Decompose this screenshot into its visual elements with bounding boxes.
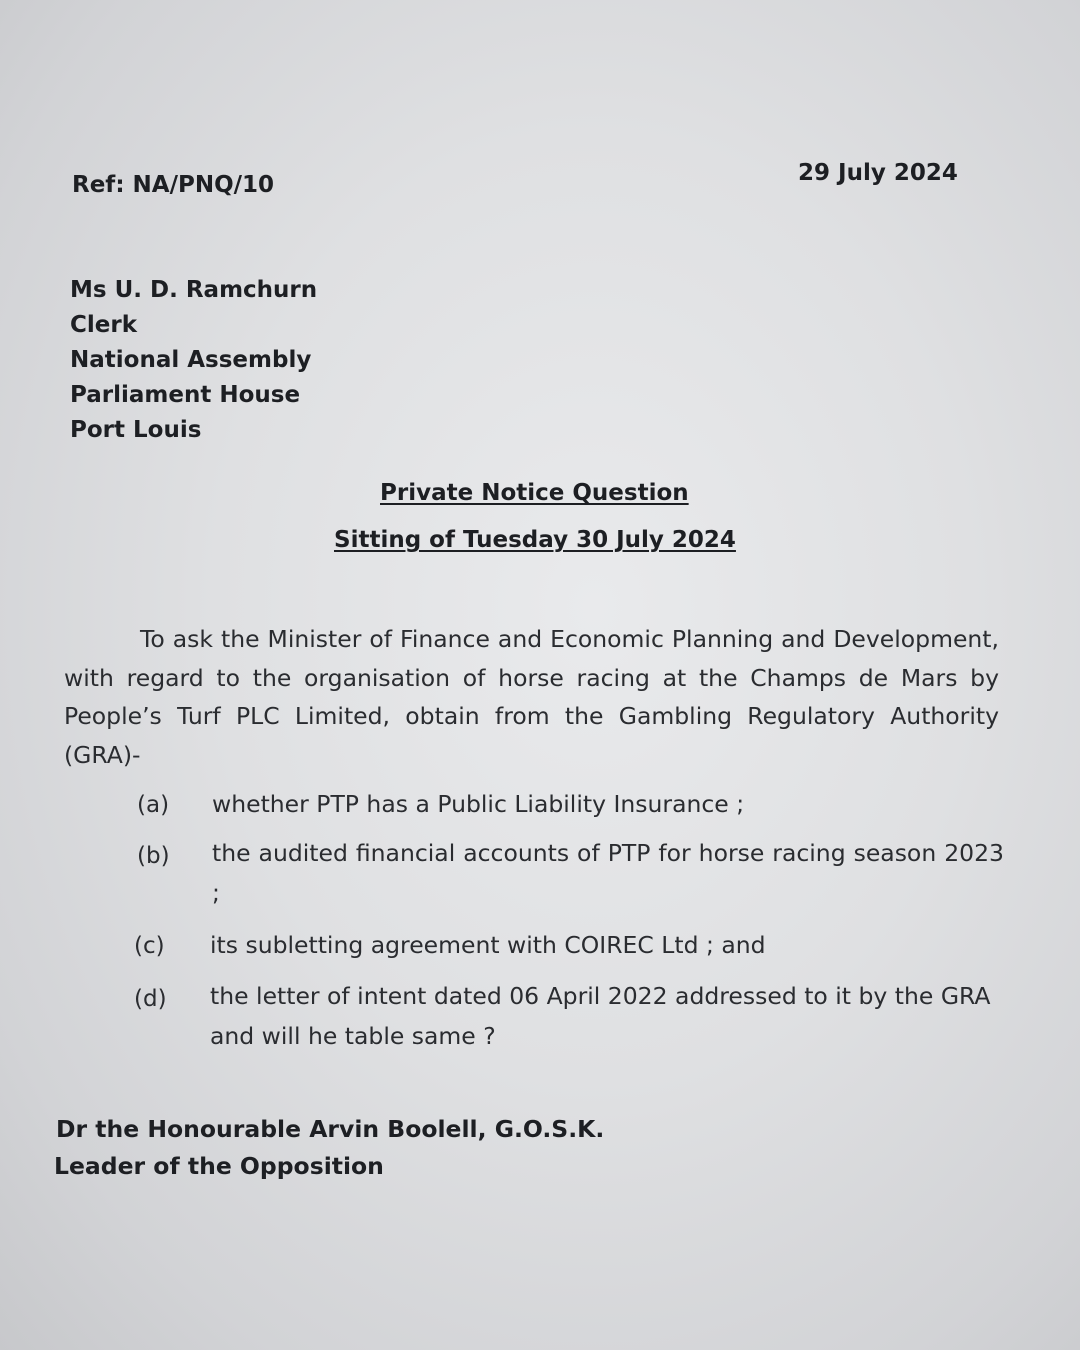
item-text-c: its subletting agreement with COIREC Ltd ; and xyxy=(210,931,766,959)
address-line: Parliament House xyxy=(70,382,301,408)
address-line: Port Louis xyxy=(70,417,202,443)
address-line: Ms U. D. Ramchurn xyxy=(70,277,318,303)
item-text-b: the audited financial accounts of PTP for horse racing season 2023 ; xyxy=(212,839,1004,907)
address-line: Clerk xyxy=(70,312,138,338)
item-label-d: (d) xyxy=(134,986,167,1012)
signatory-title: Leader of the Opposition xyxy=(54,1152,384,1180)
item-label-b: (b) xyxy=(137,843,170,869)
letter-date: 29 July 2024 xyxy=(798,160,958,186)
document-heading: Private Notice Question xyxy=(380,480,689,506)
sitting-subheading: Sitting of Tuesday 30 July 2024 xyxy=(334,527,736,553)
item-label-c: (c) xyxy=(134,933,165,959)
recipient-address xyxy=(70,275,317,450)
item-label-a: (a) xyxy=(137,792,170,818)
reference-number: Ref: NA/PNQ/10 xyxy=(72,172,275,198)
signatory-name: Dr the Honourable Arvin Boolell, G.O.S.K. xyxy=(56,1115,605,1143)
item-text-a: whether PTP has a Public Liability Insurance ; xyxy=(212,790,745,818)
question-body: To ask the Minister of Finance and Economic Planning and Development, with regard to the organisation of horse racing at the Champs de Mars by People’s Turf PLC Limited, obtain from the Gambling Regulatory Authority (GRA)- xyxy=(64,625,999,769)
address-line: National Assembly xyxy=(70,347,312,373)
item-text-d: the letter of intent dated 06 April 2022 addressed to it by the GRA and will he table same ? xyxy=(210,982,991,1050)
